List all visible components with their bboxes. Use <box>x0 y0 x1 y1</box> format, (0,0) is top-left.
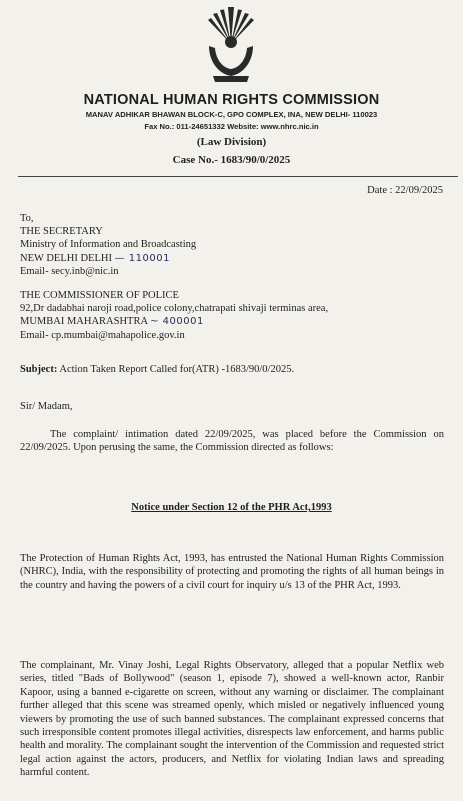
recipient-2-city: MUMBAI MAHARASHTRA ~ 400001 <box>20 316 204 328</box>
recipient-block-2 <box>20 289 328 342</box>
subject-line <box>20 364 294 375</box>
recipient-2-address: 92,Dr dadabhai naroji road,police colony,chatrapati shivaji terminas area, <box>20 303 329 315</box>
subject-text: Action Taken Report Called for(ATR) -1683/90/0/2025. <box>57 364 295 375</box>
recipient-1-city: NEW DELHI DELHI — 110001 <box>20 252 170 264</box>
division-label: (Law Division) <box>196 136 267 148</box>
recipient-1-email: Email- secy.inb@nic.in <box>20 265 119 277</box>
handwritten-pincode-1: — 110001 <box>114 252 170 264</box>
recipient-block-1 <box>20 212 196 278</box>
recipient-2-title: THE COMMISSIONER OF POLICE <box>20 290 179 301</box>
to-line: To, <box>20 213 34 224</box>
case-number: Case No.- 1683/90/0/2025 <box>172 154 291 166</box>
notice-heading: Notice under Section 12 of the PHR Act,1993 <box>131 502 332 513</box>
organization-name: NATIONAL HUMAN RIGHTS COMMISSION <box>83 92 380 108</box>
organization-address: MANAV ADHIKAR BHAWAN BLOCK-C, GPO COMPLEX, INA, NEW DELHI- 110023 <box>85 110 378 119</box>
paragraph-complaint: The complainant, Mr. Vinay Joshi, Legal Rights Observatory, alleged that a popular Netflix web series, titled "Bads of Bollywood" (season 1, episode 7), showed a well-known actor, Ranbir Kapoor, using a banned e-cigarette on screen, without any warning or disclaimer. The complainant further alleged that this scene was streamed openly, which misled or negatively influenced young viewers by promoting the use of such banned substances. The complainant expressed concerns that such irresponsible content promotes illegal activities, disrespects law enforcement, and harms public health and morality. The complainant sought the intervention of the Commission and requested strict legal action against the actors, producers, and Netflix for violating Indian laws and spreading harmful content. <box>20 660 444 779</box>
nhrc-emblem-icon <box>203 4 259 88</box>
salutation: Sir/ Madam, <box>20 401 73 412</box>
recipient-1-title: THE SECRETARY <box>20 226 103 238</box>
header-divider <box>18 176 458 177</box>
subject-label: Subject: <box>20 364 58 375</box>
paragraph-act: The Protection of Human Rights Act, 1993, has entrusted the National Human Rights Commission (NHRC), India, with the responsibility of protecting and promoting the rights of all human beings in the country and having the powers of a civil court for inquiry u/s 13 of the PHR Act, 1993. <box>20 553 444 591</box>
handwritten-pincode-2: ~ 400001 <box>150 316 204 328</box>
paragraph-intro: The complaint/ intimation dated 22/09/2025, was placed before the Commission on 22/09/2025. Upon perusing the same, the Commission directed as follows: <box>20 429 444 454</box>
recipient-1-ministry: Ministry of Information and Broadcasting <box>20 239 197 251</box>
letter-date: Date : 22/09/2025 <box>367 185 443 196</box>
recipient-2-email: Email- cp.mumbai@mahapolice.gov.in <box>20 329 185 341</box>
organization-contact: Fax No.: 011-24651332 Website: www.nhrc.nic.in <box>144 122 319 131</box>
